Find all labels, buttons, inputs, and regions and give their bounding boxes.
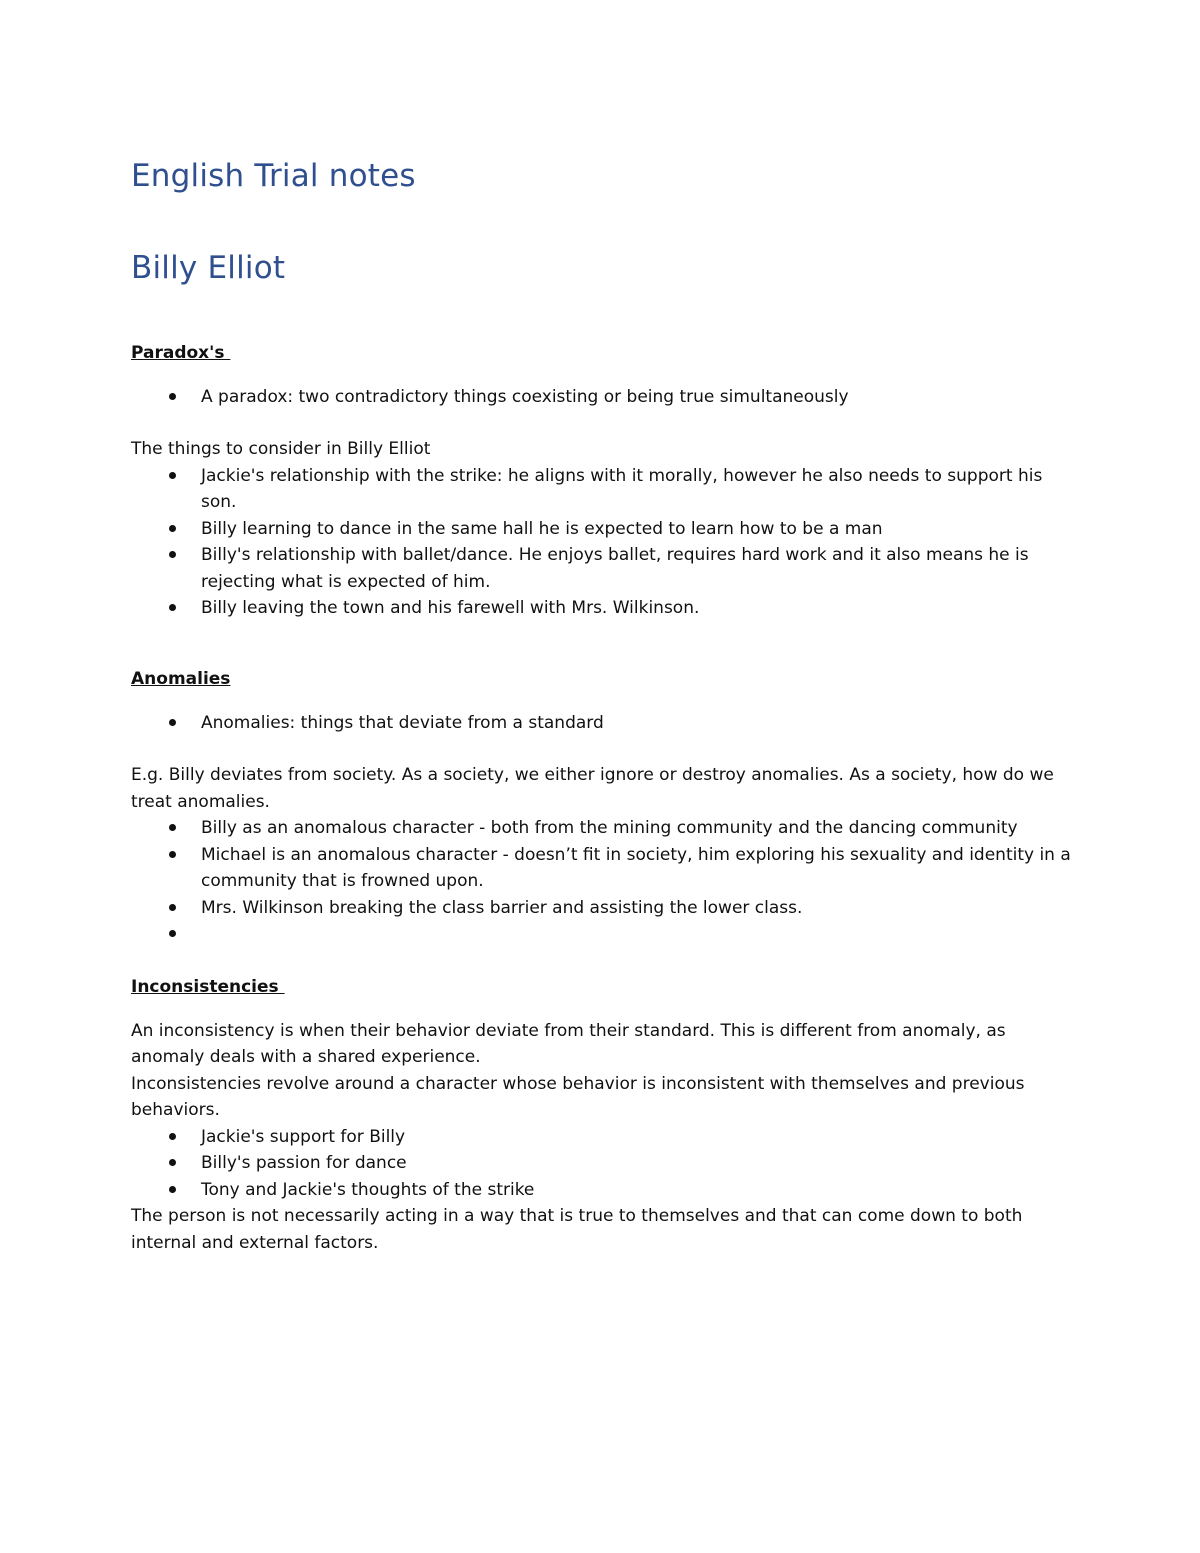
paradox-list <box>131 463 1076 622</box>
paradox-definition-list <box>131 384 1076 411</box>
inconsistencies-list <box>131 1124 1076 1204</box>
list-item-text: Jackie's relationship with the strike: he aligns with it morally, however he also needs to support his son. <box>201 465 1043 512</box>
list-item <box>131 815 1076 842</box>
bullet-icon <box>169 904 176 911</box>
list-item-text: A paradox: two contradictory things coexisting or being true simultaneously <box>201 386 849 407</box>
section-paradox <box>131 340 1076 622</box>
list-item <box>131 384 1076 411</box>
bullet-icon <box>169 1186 176 1193</box>
list-item <box>131 710 1076 737</box>
bullet-icon <box>169 1133 176 1140</box>
list-item-text: Billy's passion for dance <box>201 1153 407 1173</box>
bullet-icon <box>169 824 176 831</box>
inconsistencies-paragraph-2: Inconsistencies revolve around a character whose behavior is inconsistent with themselves and previous behaviors. <box>131 1073 1025 1120</box>
bullet-icon <box>169 851 176 858</box>
list-item-text: Jackie's support for Billy <box>201 1126 406 1147</box>
inconsistencies-paragraph-1: An inconsistency is when their behavior deviate from their standard. This is different from anomaly, as anomaly deals with a shared experience. <box>131 1020 1006 1067</box>
anomalies-intro: E.g. Billy deviates from society. As a society, we either ignore or destroy anomalies. As a society, how do we treat anomalies. <box>131 765 1054 812</box>
anomalies-list <box>131 815 1076 948</box>
section-anomalies <box>131 666 1076 948</box>
bullet-icon <box>169 551 176 558</box>
document-subtitle: Billy Elliot <box>131 250 286 286</box>
list-item-text: Billy's relationship with ballet/dance. He enjoys ballet, requires hard work and it also means he is rejecting what is expected of him. <box>201 545 1029 592</box>
document-title: English Trial notes <box>131 158 416 194</box>
paradox-intro: The things to consider in Billy Elliot <box>131 439 431 459</box>
list-item-text: Tony and Jackie's thoughts of the strike <box>201 1179 535 1200</box>
list-item <box>131 842 1076 895</box>
inconsistencies-closing: The person is not necessarily acting in a way that is true to themselves and that can come down to both internal and external factors. <box>131 1206 1023 1253</box>
bullet-icon <box>169 930 176 937</box>
list-item-text: Billy as an anomalous character - both from the mining community and the dancing community <box>201 818 1018 838</box>
list-item <box>131 1177 1076 1204</box>
bullet-icon <box>169 472 176 479</box>
bullet-icon <box>169 1159 176 1166</box>
bullet-icon <box>169 719 176 726</box>
anomalies-definition-list <box>131 710 1076 737</box>
list-item-text: Michael is an anomalous character - doesn’t fit in society, him exploring his sexuality and identity in a community that is frowned upon. <box>201 844 1071 891</box>
section-heading-inconsistencies: Inconsistencies <box>131 977 285 997</box>
list-item <box>131 1150 1076 1177</box>
list-item <box>131 921 1076 948</box>
bullet-icon <box>169 604 176 611</box>
list-item <box>131 895 1076 922</box>
list-item <box>131 516 1076 543</box>
list-item <box>131 595 1076 622</box>
list-item-text: Anomalies: things that deviate from a standard <box>201 712 604 733</box>
list-item <box>131 1124 1076 1151</box>
list-item <box>131 463 1076 516</box>
section-heading-paradox: Paradox's <box>131 343 231 363</box>
bullet-icon <box>169 393 176 400</box>
bullet-icon <box>169 525 176 532</box>
list-item-text: Billy leaving the town and his farewell with Mrs. Wilkinson. <box>201 598 700 618</box>
section-inconsistencies <box>131 974 1076 1256</box>
list-item-text: Mrs. Wilkinson breaking the class barrier and assisting the lower class. <box>201 897 803 918</box>
list-item <box>131 542 1076 595</box>
list-item-text: Billy learning to dance in the same hall he is expected to learn how to be a man <box>201 518 883 539</box>
section-heading-anomalies: Anomalies <box>131 669 231 689</box>
